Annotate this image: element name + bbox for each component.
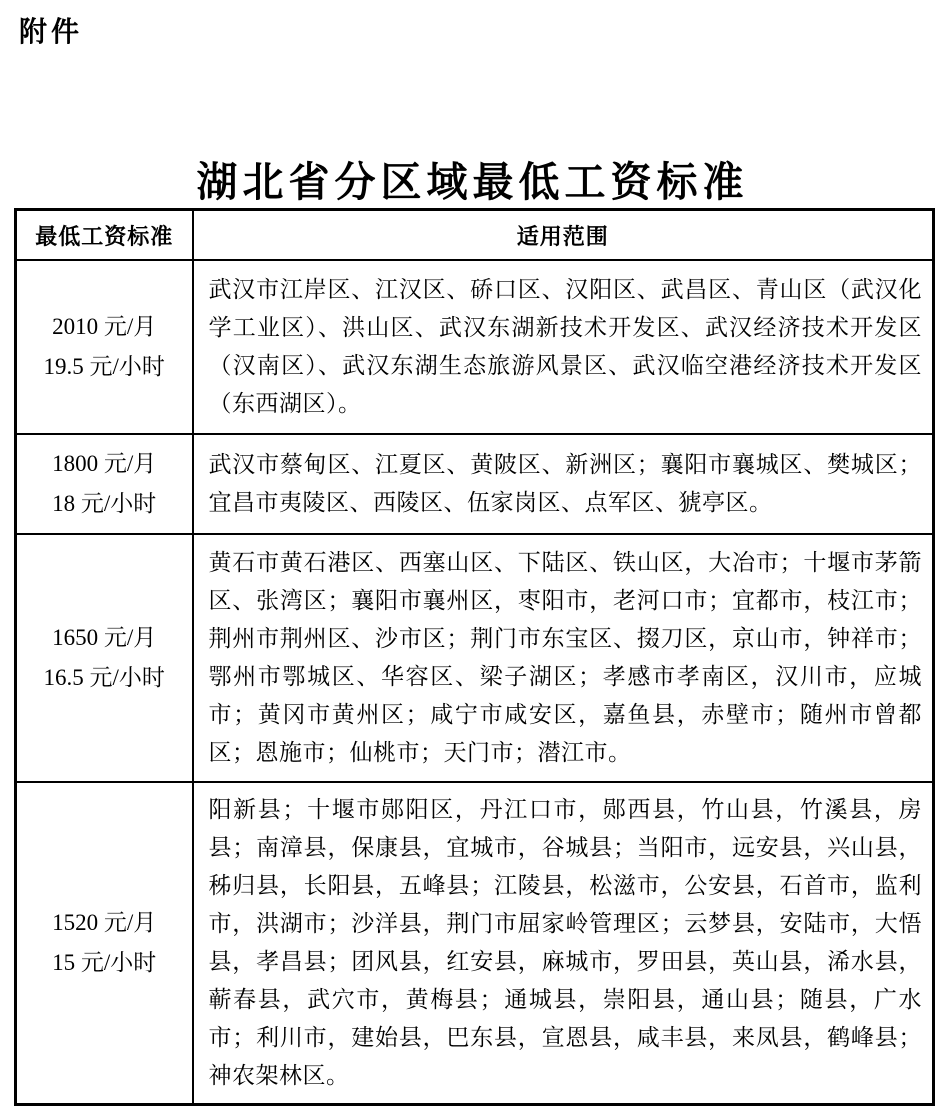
- wage-standard-cell: [16, 434, 193, 534]
- page-title: 湖北省分区域最低工资标准: [196, 159, 749, 206]
- table-row: [16, 782, 934, 1105]
- monthly-wage: 1520 元/月: [52, 910, 157, 935]
- monthly-wage: 1650 元/月: [52, 625, 157, 650]
- minimum-wage-table: [14, 208, 935, 1106]
- table-header-row: [16, 210, 934, 261]
- hourly-wage: 18 元/小时: [52, 491, 157, 516]
- hourly-wage: 19.5 元/小时: [43, 354, 165, 379]
- applicable-scope-cell: 武汉市蔡甸区、江夏区、黄陂区、新洲区；襄阳市襄城区、樊城区；宜昌市夷陵区、西陵区、伍家岗区、点军区、猇亭区。: [193, 434, 934, 534]
- monthly-wage: 2010 元/月: [52, 314, 157, 339]
- applicable-scope-cell: 武汉市江岸区、江汉区、硚口区、汉阳区、武昌区、青山区（武汉化学工业区）、洪山区、武汉东湖新技术开发区、武汉经济技术开发区（汉南区）、武汉东湖生态旅游风景区、武汉临空港经济技术开发区（东西湖区）。: [193, 260, 934, 434]
- table-row: [16, 260, 934, 434]
- wage-standard-cell: [16, 260, 193, 434]
- applicable-scope-cell: 黄石市黄石港区、西塞山区、下陆区、铁山区，大冶市；十堰市茅箭区、张湾区；襄阳市襄州区，枣阳市，老河口市；宜都市，枝江市；荆州市荆州区、沙市区；荆门市东宝区、掇刀区，京山市，钟祥市；鄂州市鄂城区、华容区、梁子湖区；孝感市孝南区，汉川市，应城市；黄冈市黄州区；咸宁市咸安区，嘉鱼县，赤壁市；随州市曾都区；恩施市；仙桃市；天门市；潜江市。: [193, 534, 934, 782]
- wage-standard-cell: [16, 534, 193, 782]
- wage-standard-cell: [16, 782, 193, 1105]
- column-header-scope: 适用范围: [193, 210, 934, 261]
- monthly-wage: 1800 元/月: [52, 451, 157, 476]
- hourly-wage: 15 元/小时: [52, 950, 157, 975]
- hourly-wage: 16.5 元/小时: [43, 665, 165, 690]
- table-row: [16, 534, 934, 782]
- applicable-scope-cell: 阳新县；十堰市郧阳区，丹江口市，郧西县，竹山县，竹溪县，房县；南漳县，保康县，宜城市，谷城县；当阳市，远安县，兴山县，秭归县，长阳县，五峰县；江陵县，松滋市，公安县，石首市，监利市，洪湖市；沙洋县，荆门市屈家岭管理区；云梦县，安陆市，大悟县，孝昌县；团风县，红安县，麻城市，罗田县，英山县，浠水县，蕲春县，武穴市，黄梅县；通城县，崇阳县，通山县；随县，广水市；利川市，建始县，巴东县，宣恩县，咸丰县，来凤县，鹤峰县；神农架林区。: [193, 782, 934, 1105]
- attachment-label: 附件: [19, 16, 84, 47]
- column-header-standard: 最低工资标准: [16, 210, 193, 261]
- table-row: [16, 434, 934, 534]
